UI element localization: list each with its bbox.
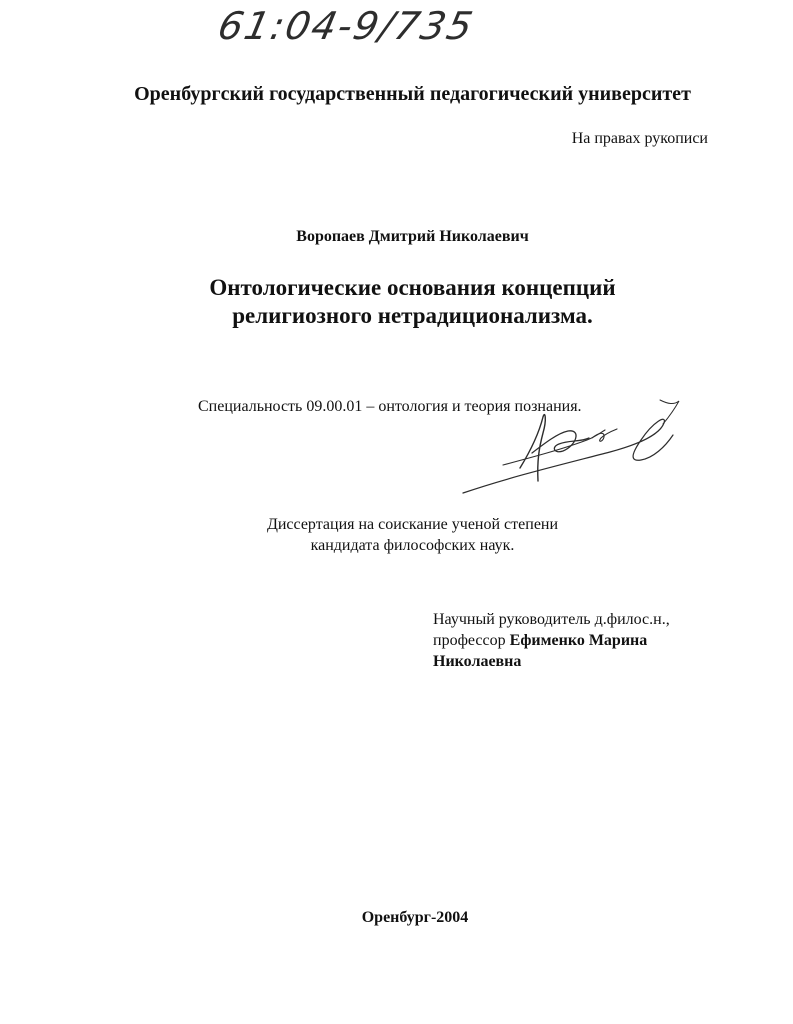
supervisor-name-part-2: Николаевна: [433, 653, 522, 670]
manuscript-rights-note: На правах рукописи: [571, 130, 708, 147]
title-line-2: религиозного нетрадиционализма.: [232, 303, 593, 328]
title-line-1: Онтологические основания концепций: [209, 275, 616, 300]
specialty-line: Специальность 09.00.01 – онтология и теория познания.: [198, 398, 582, 415]
supervisor-line-2: [433, 630, 733, 651]
handwritten-catalog-code: 61:04-9/735: [214, 4, 479, 48]
supervisor-title: профессор: [433, 632, 510, 649]
degree-line-2: кандидата философских наук.: [310, 537, 515, 554]
university-name: Оренбургский государственный педагогический университет: [134, 83, 691, 105]
supervisor-line-1: Научный руководитель д.филос.н.,: [433, 611, 670, 628]
city-and-year: Оренбург-2004: [361, 909, 469, 926]
dissertation-title: [0, 274, 793, 330]
supervisor-name-part-1: Ефименко Марина: [509, 632, 648, 649]
author-name: Воропаев Дмитрий Николаевич: [296, 228, 529, 245]
degree-line-1: Диссертация на соискание ученой степени: [266, 516, 559, 533]
degree-statement: [0, 514, 793, 556]
scientific-supervisor: [433, 609, 733, 672]
handwritten-signature-icon: [455, 395, 680, 500]
